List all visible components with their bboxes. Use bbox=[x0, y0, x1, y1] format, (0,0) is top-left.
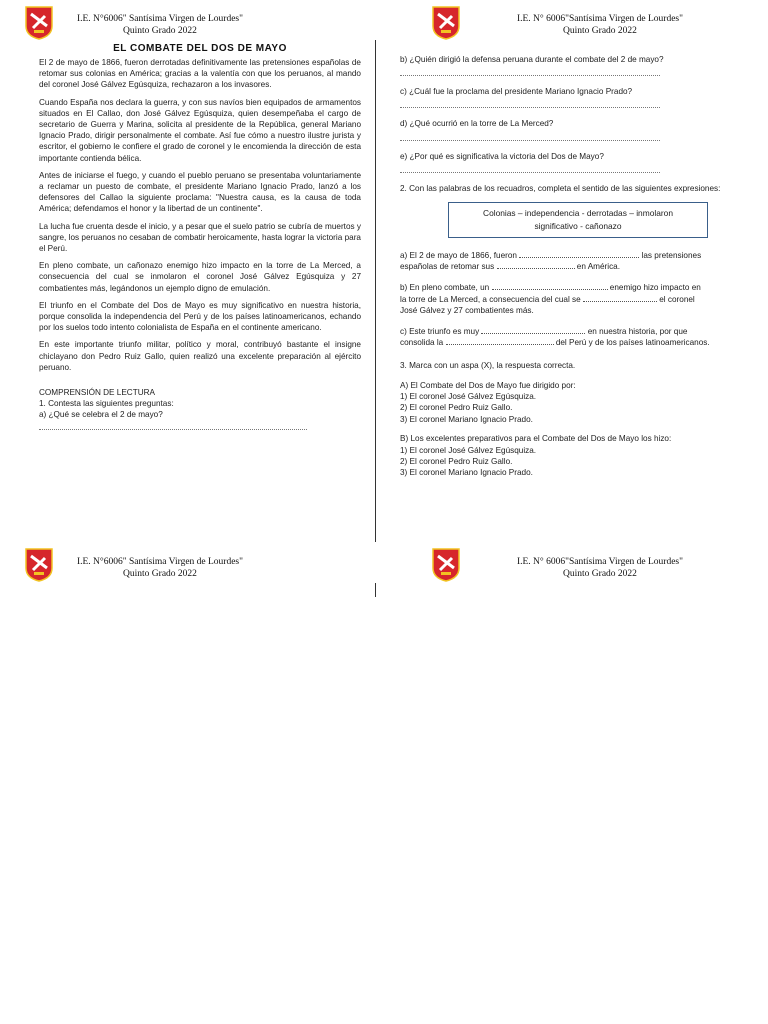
section-heading: COMPRENSIÓN DE LECTURA bbox=[39, 388, 156, 398]
question: c) ¿Cuál fue la proclama del presidente Mariano Ignacio Prado? bbox=[400, 87, 633, 97]
instruction: 1. Contesta las siguientes preguntas: bbox=[39, 399, 174, 409]
answer-line[interactable] bbox=[39, 423, 307, 430]
fill-blank[interactable] bbox=[481, 326, 585, 334]
question: e) ¿Por qué es significativa la victoria del Dos de Mayo? bbox=[400, 151, 604, 161]
answer-line[interactable] bbox=[400, 101, 660, 108]
grade-label: Quinto Grado 2022 bbox=[563, 26, 637, 36]
paragraph: La lucha fue cruenta desde el inicio, y a pesar que el suelo patrio se cubría de muertos y sangre, los peruanos no cesaban de combatir heroicamente, hasta lograr la victoria para el Perú. bbox=[39, 221, 361, 254]
answer-line[interactable] bbox=[400, 166, 660, 173]
grade-label: Quinto Grado 2022 bbox=[123, 569, 197, 579]
header-right bbox=[480, 13, 720, 37]
word-bank-line: Colonias – independencia - derrotadas – inmolaron bbox=[483, 208, 673, 219]
option[interactable]: 2) El coronel Pedro Ruiz Gallo. bbox=[400, 403, 513, 413]
option[interactable]: 2) El coronel Pedro Ruiz Gallo. bbox=[400, 457, 513, 467]
exercise-column bbox=[400, 54, 734, 479]
paragraph: El triunfo en el Combate del Dos de Mayo es muy significativo en nuestra historia, porque consolida la independencia del Perú y de los países latinoamericanos, echando por los suelos todo intento colonialista de España en el continente americano. bbox=[39, 300, 361, 333]
fill-item-c: c) Este triunfo es muy en nuestra historia, por que consolida la del Perú y de los países latinoamericanos. bbox=[400, 327, 710, 348]
column-divider-bottom bbox=[375, 583, 376, 597]
school-shield-icon bbox=[25, 548, 53, 582]
fill-blank[interactable] bbox=[492, 282, 608, 290]
option[interactable]: 1) El coronel José Gálvez Egúsquiza. bbox=[400, 445, 537, 455]
fill-blank[interactable] bbox=[519, 250, 639, 258]
option[interactable]: 3) El coronel Mariano Ignacio Prado. bbox=[400, 414, 533, 424]
question: A) El Combate del Dos de Mayo fue dirigido por: bbox=[400, 380, 576, 390]
school-shield-icon bbox=[25, 6, 53, 40]
school-name: I.E. N° 6006"Santísima Virgen de Lourdes" bbox=[516, 14, 684, 24]
fill-blank[interactable] bbox=[583, 294, 657, 302]
fill-item-b: b) En pleno combate, un enemigo hizo impacto en la torre de La Merced, a consecuencia del cual se el coronel José Gálvez y 27 combatientes más. bbox=[400, 283, 701, 315]
grade-label: Quinto Grado 2022 bbox=[563, 569, 637, 579]
reading-column bbox=[39, 57, 361, 440]
answer-line[interactable] bbox=[400, 69, 660, 76]
question: d) ¿Qué ocurrió en la torre de La Merced? bbox=[400, 119, 554, 129]
page-title: EL COMBATE DEL DOS DE MAYO bbox=[113, 43, 287, 54]
option[interactable]: 3) El coronel Mariano Ignacio Prado. bbox=[400, 468, 533, 478]
paragraph: Cuando España nos declara la guerra, y con sus navíos bien equipados de armamentos situados en El Callao, don José Gálvez Egúsquiza, quien desempeñaba el cargo de secretario de Guerra y Marina, solicita al presidente de la República, general Mariano Ignacio Prado, dirigir personalmente el combate. Así fue cómo a nuestro ilustre jurista y escritor, el gobierno le confiere el grado de coronel y le encomienda la dirección de esta importante contienda bélica. bbox=[39, 97, 361, 163]
header-left bbox=[60, 13, 260, 37]
header-left-bottom bbox=[60, 556, 260, 580]
instruction: 2. Con las palabras de los recuadros, completa el sentido de las siguientes expresiones: bbox=[400, 183, 721, 193]
school-name: I.E. N° 6006"Santísima Virgen de Lourdes" bbox=[516, 557, 684, 567]
question-b bbox=[400, 433, 734, 479]
paragraph: Antes de iniciarse el fuego, y cuando el pueblo peruano se presentaba voluntariamente a reclamar un puesto de combate, el presidente Mariano Ignacio Prado, lanzó a los defensores del Callao la siguiente proclama: "Nuestra causa, es la causa de toda América; defendamos el honor y la libertad de un continente". bbox=[39, 170, 361, 214]
instruction: 3. Marca con un aspa (X), la respuesta correcta. bbox=[400, 361, 576, 371]
paragraph: En este importante triunfo militar, político y moral, contribuyó bastante el insigne chiclayano don Pedro Ruiz Gallo, quien realizó una excelente preparación al ejército peruano. bbox=[39, 340, 361, 372]
paragraph: El 2 de mayo de 1866, fueron derrotadas definitivamente las pretensiones españolas de retomar sus colonias en América; gracias a la valentía con que los peruanos, al mando del coronel José Gálvez Egúsquiza, rechazaron a los invasores. bbox=[39, 58, 361, 90]
header-right-bottom bbox=[480, 556, 720, 580]
question: B) Los excelentes preparativos para el Combate del Dos de Mayo los hizo: bbox=[400, 434, 672, 444]
school-shield-icon bbox=[432, 6, 460, 40]
grade-label: Quinto Grado 2022 bbox=[123, 26, 197, 36]
question: a) ¿Qué se celebra el 2 de mayo? bbox=[39, 410, 163, 420]
column-divider bbox=[375, 40, 376, 542]
fill-blank[interactable] bbox=[446, 337, 554, 345]
school-name: I.E. N°6006" Santísima Virgen de Lourdes" bbox=[76, 557, 244, 567]
word-bank bbox=[448, 202, 708, 238]
question-a bbox=[400, 380, 734, 426]
word-bank-line: significativo - cañonazo bbox=[534, 221, 622, 232]
school-name: I.E. N°6006" Santísima Virgen de Lourdes" bbox=[76, 14, 244, 24]
fill-blank[interactable] bbox=[497, 261, 575, 269]
fill-item-a: a) El 2 de mayo de 1866, fueron las pretensiones españolas de retomar sus en América. bbox=[400, 251, 702, 272]
option[interactable]: 1) El coronel José Gálvez Egúsquiza. bbox=[400, 392, 537, 402]
school-shield-icon bbox=[432, 548, 460, 582]
paragraph: En pleno combate, un cañonazo enemigo hizo impacto en la torre de La Merced, a consecuencia del cual se inmolaron el coronel José Gálvez Egúsquiza y 27 combatientes más, legándonos un ejemplo digno de emulación. bbox=[39, 261, 361, 293]
answer-line[interactable] bbox=[400, 134, 660, 141]
question: b) ¿Quién dirigió la defensa peruana durante el combate del 2 de mayo? bbox=[400, 55, 664, 64]
